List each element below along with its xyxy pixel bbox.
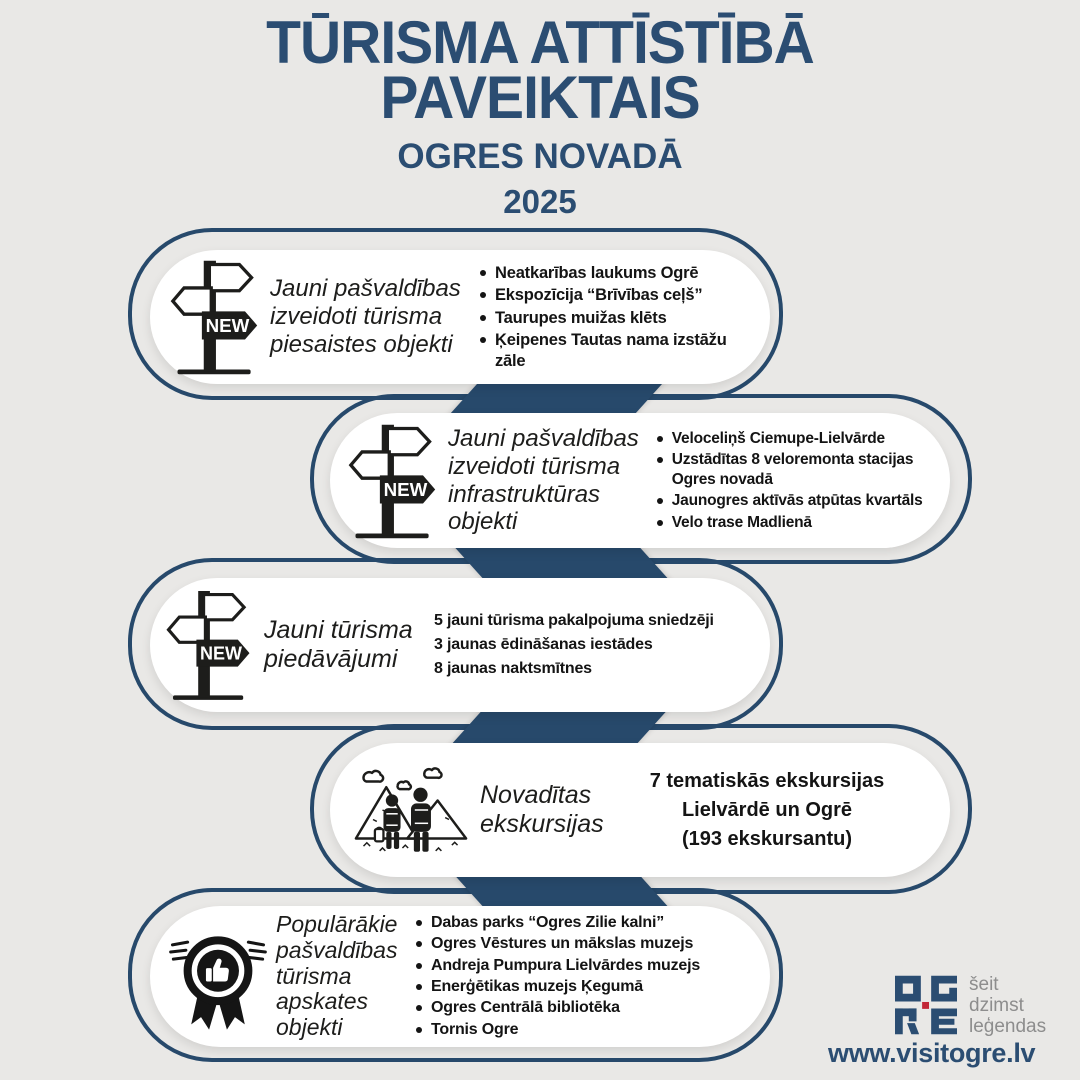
card-most-popular-sights: [150, 906, 770, 1047]
signpost-new-icon: [164, 587, 254, 703]
list-item: Ogres Centrālā bibliotēka: [416, 998, 728, 1018]
list-item: Ekspozīcija “Brīvības ceļš”: [480, 285, 738, 305]
signpost-new-icon: [168, 257, 262, 377]
list-item: Dabas parks “Ogres Zilie kalni”: [416, 913, 728, 933]
year-label: 2025: [503, 183, 577, 221]
card-text-lines: [630, 767, 904, 854]
hikers-icon: [354, 762, 468, 858]
list-item: Neatkarības laukums Ogrē: [480, 263, 738, 283]
card-bullet-list: [416, 912, 728, 1042]
bullet-dot: [416, 920, 422, 926]
list-item: Ķeipenes Tautas nama izstāžu zāle: [480, 330, 738, 371]
card-new-infrastructure-objects: [330, 413, 950, 548]
card-new-attraction-objects: [150, 250, 770, 384]
card-title: Jauni pašvaldības izveidoti tūrisma infrastruktūras objekti: [448, 424, 639, 536]
list-item: Andreja Pumpura Lielvārdes muzejs: [416, 956, 728, 976]
card-bullet-list: [480, 261, 738, 373]
ogre-logo: [893, 974, 959, 1036]
bullet-dot: [416, 941, 422, 947]
list-item: 5 jauni tūrisma pakalpojuma sniedzēji: [434, 612, 714, 629]
list-item: Taurupes muižas klēts: [480, 308, 738, 328]
list-item: Tornis Ogre: [416, 1020, 728, 1040]
card-guided-excursions: [330, 743, 950, 877]
award-thumbs-up-icon: [168, 921, 268, 1033]
website-url: www.visitogre.lv: [828, 1038, 1036, 1068]
bullet-dot: [416, 963, 422, 969]
bullet-dot: [416, 984, 422, 990]
tagline-line: šeit: [969, 974, 999, 995]
bullet-dot: [480, 292, 486, 298]
list-item: Veloceliņš Ciemupe-Lielvārde: [657, 429, 950, 449]
card-text-lines: [434, 609, 714, 681]
list-item: 8 jaunas naktsmītnes: [434, 660, 592, 677]
main-title-line2: PAVEIKTAIS: [380, 63, 700, 132]
bullet-dot: [416, 1005, 422, 1011]
signpost-new-icon: [346, 421, 440, 541]
list-item: Velo trase Madlienā: [657, 513, 950, 533]
bullet-dot: [657, 498, 663, 504]
bullet-dot: [657, 436, 663, 442]
subtitle: OGRES NOVADĀ: [397, 137, 683, 177]
tagline-line: dzimst: [969, 994, 1024, 1016]
card-title: Populārākie pašvaldības tūrisma apskates objekti: [276, 911, 398, 1041]
bullet-dot: [480, 315, 486, 321]
main-title-line1: TŪRISMA ATTĪSTĪBĀ: [266, 8, 814, 77]
list-item: Jaunogres aktīvās atpūtas kvartāls: [657, 491, 950, 511]
card-title: Jauni pašvaldības izveidoti tūrisma piesaistes objekti: [270, 275, 461, 358]
text-line: Lielvārdē un Ogrē: [681, 798, 853, 821]
text-line: (193 ekskursantu): [681, 827, 853, 850]
list-item: Enerģētikas muzejs Ķegumā: [416, 977, 728, 997]
bullet-dot: [480, 270, 486, 276]
card-bullet-list: [657, 427, 950, 535]
list-item: 3 jaunas ēdināšanas iestādes: [434, 636, 653, 653]
text-line: 7 tematiskās ekskursijas: [649, 769, 885, 792]
poster-header: [0, 8, 1080, 221]
new-badge-label: NEW: [383, 478, 428, 500]
bullet-dot: [416, 1027, 422, 1033]
bullet-dot: [657, 520, 663, 526]
bullet-dot: [657, 457, 663, 463]
tagline-line: leģendas: [969, 1015, 1047, 1037]
list-item: Uzstādītas 8 veloremonta stacijas Ogres novadā: [657, 450, 950, 489]
card-title: Jauni tūrisma piedāvājumi: [264, 616, 413, 673]
list-item: Ogres Vēstures un mākslas muzejs: [416, 934, 728, 954]
card-title: Novadītas ekskursijas: [480, 781, 604, 838]
logo-tagline: [969, 975, 1046, 1038]
new-badge-label: NEW: [200, 643, 242, 664]
new-badge-label: NEW: [205, 315, 250, 336]
card-new-tourism-offers: [150, 578, 770, 712]
bullet-dot: [480, 337, 486, 343]
